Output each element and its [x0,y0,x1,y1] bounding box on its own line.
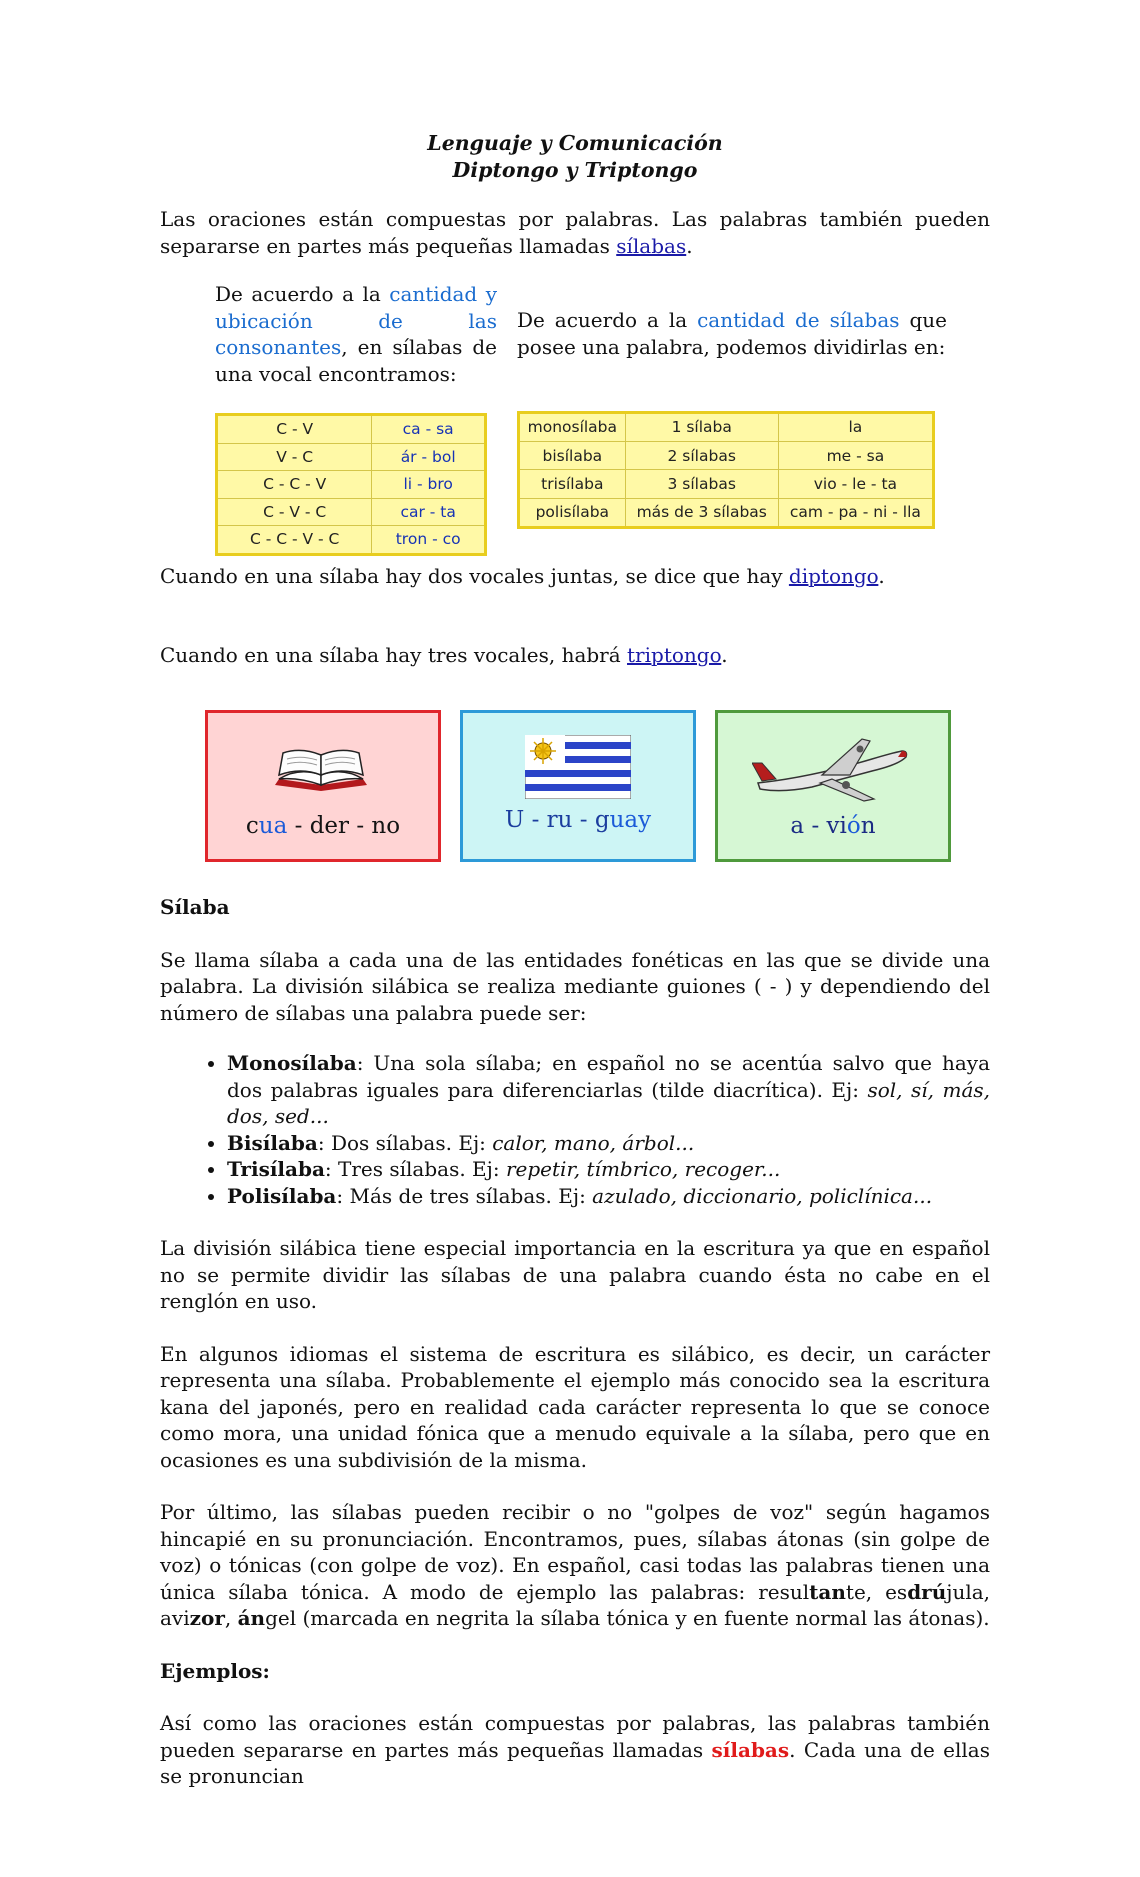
table-row: C - C - V - C tron - co [217,526,486,555]
table-row: bisílaba 2 sílabas me - sa [519,442,934,470]
list-item: • Polisílaba: Más de tres sílabas. Ej: azulado, diccionario, policlínica... [227,1183,990,1210]
syllable-type-list [160,1050,990,1209]
two-column-section [160,281,990,551]
silaba-paragraph-2: La división silábica tiene especial importancia en la escritura ya que en español no se permite dividir las sílabas de una palabra cuando ésta no cabe en el renglón en uso. [160,1236,990,1313]
silaba-paragraph-4: Por último, las sílabas pueden recibir o no "golpes de voz" según hagamos hincapié en su pronunciación. Encontramos, pues, sílabas átonas (sin golpe de voz) o tónicas (con golpe de voz). En español, casi todas las palabras tienen una única sílaba tónica. A modo de ejemplo las palabras: resultante, esdrújula, avizor, ángel (marcada en negrita la sílaba tónica y en fuente normal las átonas). [160,1500,991,1630]
syllable-count-description: De acuerdo a la cantidad de sílabas que posee una palabra, podemos dividirlas en: [517,308,947,359]
syllable-count-table [517,411,935,529]
consonants-description: De acuerdo a la cantidad y ubicación de las consonantes, en sílabas de una vocal encontramos: [215,282,498,386]
avion-card [715,710,951,862]
diptongo-paragraph: Cuando en una sílaba hay dos vocales juntas, se dice que hay diptongo. [160,564,885,588]
cuaderno-card [205,710,441,862]
silabas-link[interactable]: sílabas [616,233,687,258]
example-images-row [160,710,990,860]
table-row: C - C - V li - bro [217,471,486,499]
list-item: • Trisílaba: Tres sílabas. Ej: repetir, tímbrico, recoger... [227,1156,990,1183]
ejemplos-paragraph: Así como las oraciones están compuestas por palabras, las palabras también pueden separarse en partes más pequeñas llamadas sílabas. Cada una de ellas se pronuncian [160,1711,990,1788]
table-row: V - C ár - bol [217,443,486,471]
table-row: C - V - C car - ta [217,498,486,526]
uruguay-flag-icon [525,735,631,799]
list-item: • Monosílaba: Una sola sílaba; en español no se acentúa salvo que haya dos palabras iguales para diferenciarlas (tilde diacrítica). Ej: sol, sí, más, dos, sed... [227,1050,990,1130]
card-label: U - ru - guay [504,806,652,833]
consonant-pattern-table [215,413,487,556]
silaba-heading: Sílaba [160,895,230,919]
uruguay-card [460,710,696,862]
intro-paragraph: Las oraciones están compuestas por palabras. Las palabras también pueden separarse en partes más pequeñas llamadas sílabas. [160,207,990,258]
card-label: a - vión [790,812,876,839]
table-row: C - V ca - sa [217,415,486,444]
document-page [160,130,990,1790]
list-item: • Bisílaba: Dos sílabas. Ej: calor, mano, árbol... [227,1130,990,1157]
open-book-icon [271,745,371,795]
ejemplos-heading: Ejemplos: [160,1658,270,1683]
silaba-paragraph-3: En algunos idiomas el sistema de escritura es silábico, es decir, un carácter representa una sílaba. Probablemente el ejemplo más conocido sea la escritura kana del japonés, pero en realidad cada carácter representa lo que se conoce como mora, una unidad fónica que a menudo equivale a la sílaba, pero que en ocasiones es una subdivisión de la misma. [160,1341,990,1472]
triptongo-link[interactable]: triptongo [627,642,722,667]
triptongo-paragraph: Cuando en una sílaba hay tres vocales, habrá triptongo. [160,642,728,667]
airplane-icon [752,733,912,803]
silaba-paragraph-1: Se llama sílaba a cada una de las entidades fonéticas en las que se divide una palabra. La división silábica se realiza mediante guiones ( - ) y dependiendo del número de sílabas una palabra puede ser: [160,947,990,1025]
diptongo-link[interactable]: diptongo [788,564,879,588]
card-label: cua - der - no [245,812,401,839]
document-subtitle: Diptongo y Triptongo [452,158,698,182]
table-row: trisílaba 3 sílabas vio - le - ta [519,470,934,498]
document-title: Lenguaje y Comunicación [427,131,723,155]
table-row: monosílaba 1 sílaba la [519,413,934,442]
table-row: polisílaba más de 3 sílabas cam - pa - ni - lla [519,498,934,527]
